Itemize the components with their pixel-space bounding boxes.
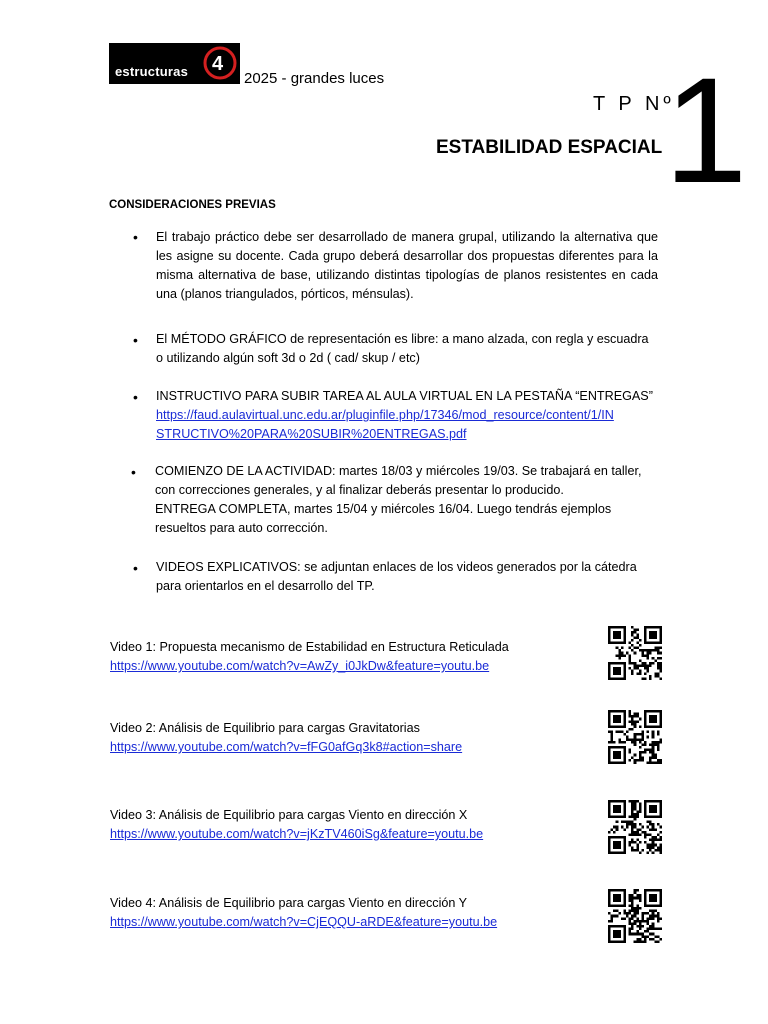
logo-text: estructuras [115, 64, 189, 79]
bullet-dot-icon: • [131, 464, 136, 480]
instructivo-link-continued[interactable]: STRUCTIVO%20PARA%20SUBIR%20ENTREGAS.pdf [156, 427, 467, 441]
video-link[interactable]: https://www.youtube.com/watch?v=AwZy_i0JkDw&feature=youtu.be [110, 659, 490, 673]
logo-mark-icon [202, 45, 238, 81]
qr-code-icon [607, 626, 663, 680]
svg-text:4: 4 [212, 53, 224, 75]
video-item-3 [110, 806, 580, 844]
bullet-item-3-text: INSTRUCTIVO PARA SUBIR TAREA AL AULA VIRTUAL EN LA PESTAÑA “ENTREGAS” [156, 389, 653, 403]
instructivo-link[interactable]: https://faud.aulavirtual.unc.edu.ar/pluginfile.php/17346/mod_resource/content/1/IN [156, 408, 614, 422]
bullet-item-5 [156, 558, 658, 596]
video-title: Video 1: Propuesta mecanismo de Estabilidad en Estructura Reticulada [110, 640, 509, 654]
bullet-dot-icon: • [133, 332, 138, 348]
section-heading: CONSIDERACIONES PREVIAS [109, 199, 276, 211]
logo [109, 43, 240, 84]
video-item-1 [110, 638, 580, 676]
bullet-item-5-line-2: para orientarlos en el desarrollo del TP. [156, 579, 375, 593]
bullet-item-3 [156, 387, 658, 444]
tp-number: 1 [664, 46, 748, 214]
video-link[interactable]: https://www.youtube.com/watch?v=jKzTV460iSg&feature=youtu.be [110, 827, 484, 841]
bullet-item-4-line-1: COMIENZO DE LA ACTIVIDAD: martes 18/03 y miércoles 19/03. Se trabajará en taller, [155, 464, 642, 478]
qr-code-icon [607, 800, 663, 854]
video-item-4 [110, 894, 580, 932]
bullet-item-1: El trabajo práctico debe ser desarrollado de manera grupal, utilizando la alternativa que les asigne su docente. Cada grupo deberá desarrollar dos propuestas diferentes para la misma alternativa de base, utilizando distintas tipologías de planos resistentes en cada una (planos triangulados, pórticos, ménsulas). [156, 230, 658, 301]
header-year-line: 2025 - grandes luces [244, 70, 385, 87]
video-link[interactable]: https://www.youtube.com/watch?v=CjEQQU-aRDE&feature=youtu.be [110, 915, 498, 929]
video-link[interactable]: https://www.youtube.com/watch?v=fFG0afGq3k8#action=share [110, 740, 463, 754]
document-title: ESTABILIDAD ESPACIAL [436, 137, 663, 158]
qr-code-icon [607, 889, 663, 943]
video-item-2 [110, 719, 580, 757]
bullet-item-4-line-2: con correcciones generales, y al finalizar deberás presentar lo producido. [155, 483, 564, 497]
bullet-item-2: El MÉTODO GRÁFICO de representación es libre: a mano alzada, con regla y escuadra o utilizando algún soft 3d o 2d ( cad/ skup / etc) [156, 332, 649, 365]
video-title: Video 4: Análisis de Equilibrio para cargas Viento en dirección Y [110, 896, 468, 910]
video-title: Video 2: Análisis de Equilibrio para cargas Gravitatorias [110, 721, 420, 735]
bullet-item-5-line-1: VIDEOS EXPLICATIVOS: se adjuntan enlaces de los videos generados por la cátedra [156, 560, 637, 574]
bullet-item-4 [155, 462, 657, 538]
qr-code-icon [607, 710, 663, 764]
bullet-dot-icon: • [133, 229, 138, 245]
video-title: Video 3: Análisis de Equilibrio para cargas Viento en dirección X [110, 808, 468, 822]
bullet-dot-icon: • [133, 389, 138, 405]
bullet-item-4-line-3: ENTREGA COMPLETA, martes 15/04 y miércoles 16/04. Luego tendrás ejemplos [155, 502, 612, 516]
bullet-dot-icon: • [133, 560, 138, 576]
bullet-item-4-line-4: resueltos para auto corrección. [155, 521, 328, 535]
tp-label: T P Nº [593, 93, 675, 115]
